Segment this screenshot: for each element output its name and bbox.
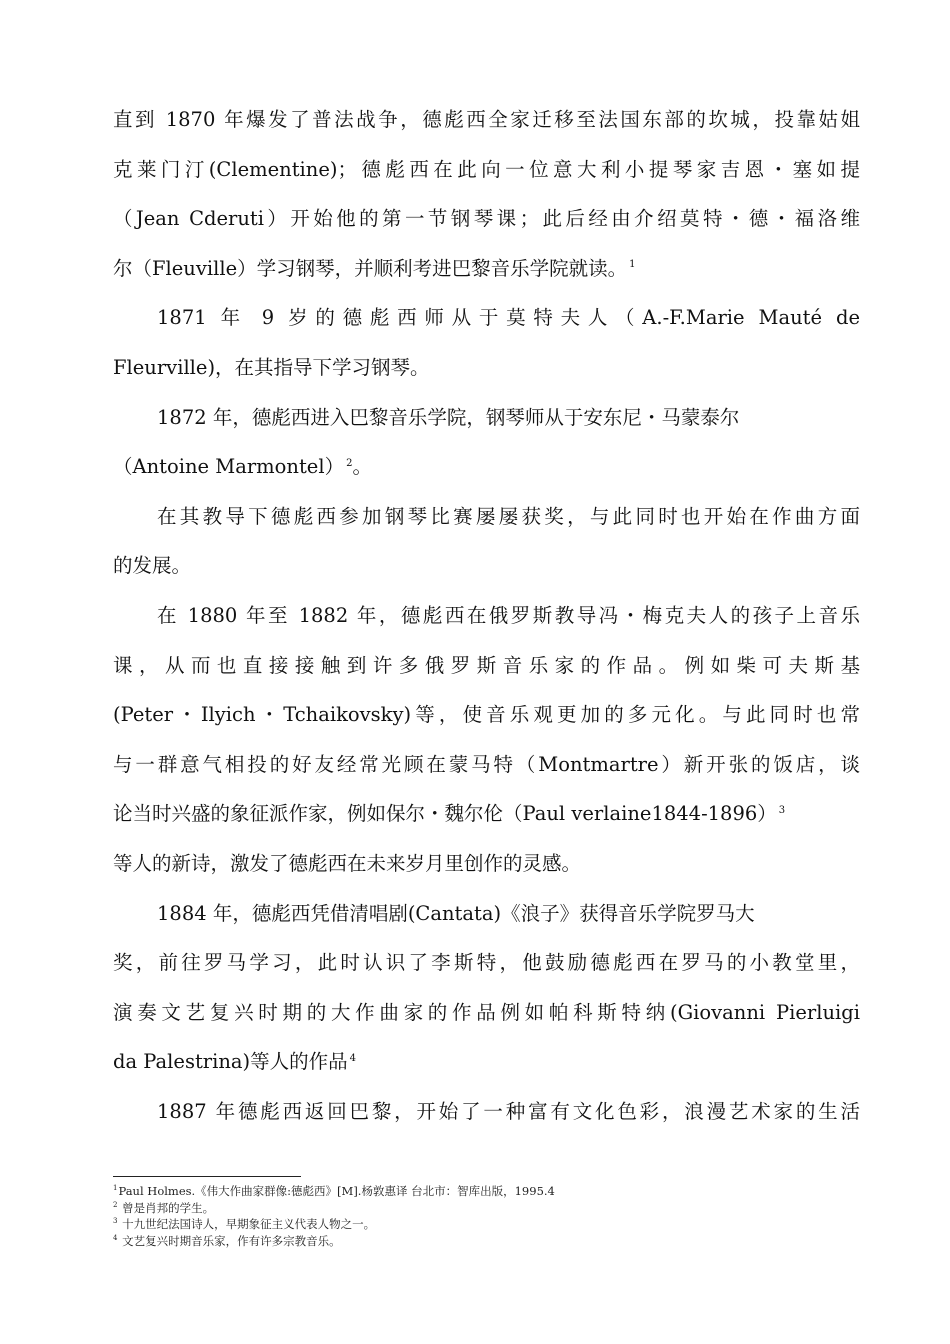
text-line-tail: 。	[352, 455, 372, 479]
text-line-content: 尔（Fleuville）学习钢琴，并顺利考进巴黎音乐学院就读。	[113, 256, 628, 280]
footnote-text: Paul Holmes.《伟大作曲家群像:德彪西》[M].杨敦惠译 台北市：智库出版，1995.4	[118, 1184, 555, 1198]
text-line: 的发展。	[113, 554, 192, 578]
footnote-ref-4[interactable]: 4	[349, 1052, 357, 1064]
footnote-number: 3	[113, 1217, 118, 1226]
text-line: (Peter・Ilyich・Tchaikovsky)等，使音乐观更加的多元化。与此同时也常	[113, 703, 860, 727]
text-line: 1887 年德彪西返回巴黎，开始了一种富有文化色彩，浪漫艺术家的生活	[157, 1099, 860, 1123]
text-line: Fleurville)，在其指导下学习钢琴。	[113, 355, 430, 379]
text-line: 演奏文艺复兴时期的大作曲家的作品例如帕科斯特纳(Giovanni Pierluigi	[113, 1000, 860, 1024]
paragraph-1880	[113, 591, 860, 889]
text-line: 1872 年，德彪西进入巴黎音乐学院，钢琴师从于安东尼・马蒙泰尔	[157, 405, 740, 429]
paragraph-1884	[113, 889, 860, 1087]
text-line-content: 论当时兴盛的象征派作家，例如保尔・魏尔伦（Paul verlaine1844-1896）	[113, 802, 777, 826]
paragraph-1870	[113, 95, 860, 293]
text-line	[113, 244, 860, 294]
footnote-text: 文艺复兴时期音乐家，作有许多宗教音乐。	[122, 1233, 341, 1248]
text-line	[113, 1037, 860, 1087]
paragraph-competitions	[113, 492, 860, 591]
text-line: 克莱门汀(Clementine)；德彪西在此向一位意大利小提琴家吉恩・塞如提	[113, 157, 860, 181]
text-line: 等人的新诗，激发了德彪西在未来岁月里创作的灵感。	[113, 851, 582, 875]
text-line: 1871 年 9 岁的德彪西师从于莫特夫人（A.-F.Marie Mauté de	[157, 306, 860, 330]
footnote-item-2	[113, 1200, 860, 1217]
paragraph-1871	[113, 293, 860, 392]
text-line: （Jean Cderuti）开始他的第一节钢琴课；此后经由介绍莫特・德・福洛维	[113, 207, 860, 231]
text-line	[113, 442, 860, 492]
paragraph-1887	[113, 1087, 860, 1137]
footnote-divider	[113, 1176, 301, 1177]
text-line-content: （Antoine Marmontel）	[113, 455, 345, 479]
footnote-text: 曾是肖邦的学生。	[122, 1200, 215, 1215]
text-line: 在 1880 年至 1882 年，德彪西在俄罗斯教导冯・梅克夫人的孩子上音乐	[157, 603, 860, 627]
document-page	[113, 95, 860, 1136]
footnote-item-3	[113, 1216, 860, 1233]
footnotes	[113, 1183, 860, 1249]
text-line: 奖，前往罗马学习，此时认识了李斯特，他鼓励德彪西在罗马的小教堂里，	[113, 951, 860, 975]
footnote-number: 4	[113, 1233, 118, 1242]
footnote-ref-2[interactable]: 2	[346, 457, 353, 469]
text-line: 与一群意气相投的好友经常光顾在蒙马特（Montmartre）新开张的饭店，谈	[113, 752, 860, 776]
text-line-content: da Palestrina)等人的作品	[113, 1050, 348, 1074]
text-line: 直到 1870 年爆发了普法战争，德彪西全家迁移至法国东部的坎城，投靠姑姐	[113, 108, 860, 131]
footnote-ref-1[interactable]: 1	[629, 259, 636, 271]
text-line: 课，从而也直接接触到许多俄罗斯音乐家的作品。例如柴可夫斯基	[113, 653, 860, 677]
text-line: 在其教导下德彪西参加钢琴比赛屡屡获奖，与此同时也开始在作曲方面	[157, 504, 860, 528]
footnote-text: 十九世纪法国诗人，早期象征主义代表人物之一。	[122, 1217, 376, 1231]
footnote-ref-3[interactable]: 3	[778, 804, 786, 816]
footnote-number: 1	[113, 1184, 118, 1193]
footnote-item-4	[113, 1233, 860, 1250]
footnote-number: 2	[113, 1200, 118, 1209]
footnote-item-1	[113, 1183, 860, 1200]
text-line	[113, 789, 860, 839]
text-line: 1884 年，德彪西凭借清唱剧(Cantata)《浪子》获得音乐学院罗马大	[157, 901, 755, 925]
paragraph-1872	[113, 393, 860, 492]
